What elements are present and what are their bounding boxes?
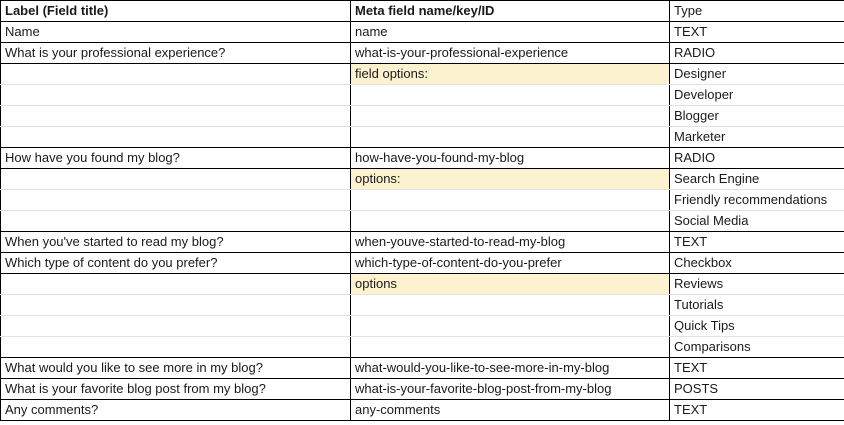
cell-type[interactable]: Marketer <box>670 127 844 148</box>
cell-type[interactable]: Search Engine <box>670 169 844 190</box>
table-row <box>1 316 844 337</box>
table-row <box>1 85 844 106</box>
table-row <box>1 379 844 400</box>
cell-meta-key[interactable] <box>351 127 670 148</box>
table-row <box>1 274 844 295</box>
table-row <box>1 148 844 169</box>
cell-label[interactable]: How have you found my blog? <box>1 148 351 169</box>
cell-type[interactable]: Quick Tips <box>670 316 844 337</box>
header-row <box>1 1 844 22</box>
table-row <box>1 22 844 43</box>
table-row <box>1 253 844 274</box>
cell-meta-key[interactable] <box>351 211 670 232</box>
cell-type[interactable]: RADIO <box>670 148 844 169</box>
header-key[interactable]: Meta field name/key/ID <box>351 1 670 22</box>
cell-type[interactable]: Checkbox <box>670 253 844 274</box>
cell-type[interactable]: Friendly recommendations <box>670 190 844 211</box>
cell-label[interactable] <box>1 274 351 295</box>
cell-meta-key[interactable]: which-type-of-content-do-you-prefer <box>351 253 670 274</box>
cell-label[interactable]: When you've started to read my blog? <box>1 232 351 253</box>
cell-meta-key[interactable]: field options: <box>351 64 670 85</box>
table-row <box>1 106 844 127</box>
cell-type[interactable]: Reviews <box>670 274 844 295</box>
cell-label[interactable]: What is your favorite blog post from my blog? <box>1 379 351 400</box>
table-row <box>1 169 844 190</box>
cell-type[interactable]: TEXT <box>670 400 844 421</box>
cell-meta-key[interactable] <box>351 337 670 358</box>
cell-meta-key[interactable]: how-have-you-found-my-blog <box>351 148 670 169</box>
cell-label[interactable] <box>1 295 351 316</box>
header-type[interactable]: Type <box>670 1 844 22</box>
cell-meta-key[interactable] <box>351 85 670 106</box>
table-row <box>1 64 844 85</box>
cell-meta-key[interactable]: options <box>351 274 670 295</box>
cell-meta-key[interactable]: what-is-your-professional-experience <box>351 43 670 64</box>
cell-type[interactable]: Comparisons <box>670 337 844 358</box>
cell-label[interactable] <box>1 190 351 211</box>
cell-label[interactable] <box>1 211 351 232</box>
cell-label[interactable] <box>1 337 351 358</box>
cell-type[interactable]: RADIO <box>670 43 844 64</box>
cell-label[interactable]: What is your professional experience? <box>1 43 351 64</box>
table-row <box>1 43 844 64</box>
cell-label[interactable]: Name <box>1 22 351 43</box>
cell-meta-key[interactable]: name <box>351 22 670 43</box>
cell-label[interactable] <box>1 127 351 148</box>
table-row <box>1 295 844 316</box>
table-row <box>1 232 844 253</box>
cell-type[interactable]: TEXT <box>670 22 844 43</box>
cell-meta-key[interactable]: when-youve-started-to-read-my-blog <box>351 232 670 253</box>
cell-label[interactable] <box>1 169 351 190</box>
cell-meta-key[interactable] <box>351 295 670 316</box>
cell-label[interactable] <box>1 85 351 106</box>
table-body <box>1 1 844 421</box>
cell-meta-key[interactable] <box>351 190 670 211</box>
cell-meta-key[interactable]: what-would-you-like-to-see-more-in-my-blog <box>351 358 670 379</box>
cell-type[interactable]: TEXT <box>670 358 844 379</box>
header-label[interactable]: Label (Field title) <box>1 1 351 22</box>
table-row <box>1 400 844 421</box>
cell-label[interactable] <box>1 64 351 85</box>
cell-type[interactable]: Tutorials <box>670 295 844 316</box>
cell-type[interactable]: Social Media <box>670 211 844 232</box>
cell-label[interactable] <box>1 316 351 337</box>
table-row <box>1 127 844 148</box>
cell-meta-key[interactable] <box>351 316 670 337</box>
cell-meta-key[interactable]: any-comments <box>351 400 670 421</box>
cell-type[interactable]: Designer <box>670 64 844 85</box>
cell-label[interactable] <box>1 106 351 127</box>
table-row <box>1 337 844 358</box>
cell-label[interactable]: Which type of content do you prefer? <box>1 253 351 274</box>
table-row <box>1 211 844 232</box>
cell-meta-key[interactable] <box>351 106 670 127</box>
cell-type[interactable]: Developer <box>670 85 844 106</box>
table-row <box>1 190 844 211</box>
cell-type[interactable]: Blogger <box>670 106 844 127</box>
cell-type[interactable]: POSTS <box>670 379 844 400</box>
table-row <box>1 358 844 379</box>
cell-label[interactable]: Any comments? <box>1 400 351 421</box>
cell-label[interactable]: What would you like to see more in my blog? <box>1 358 351 379</box>
cell-meta-key[interactable]: options: <box>351 169 670 190</box>
cell-meta-key[interactable]: what-is-your-favorite-blog-post-from-my-blog <box>351 379 670 400</box>
cell-type[interactable]: TEXT <box>670 232 844 253</box>
